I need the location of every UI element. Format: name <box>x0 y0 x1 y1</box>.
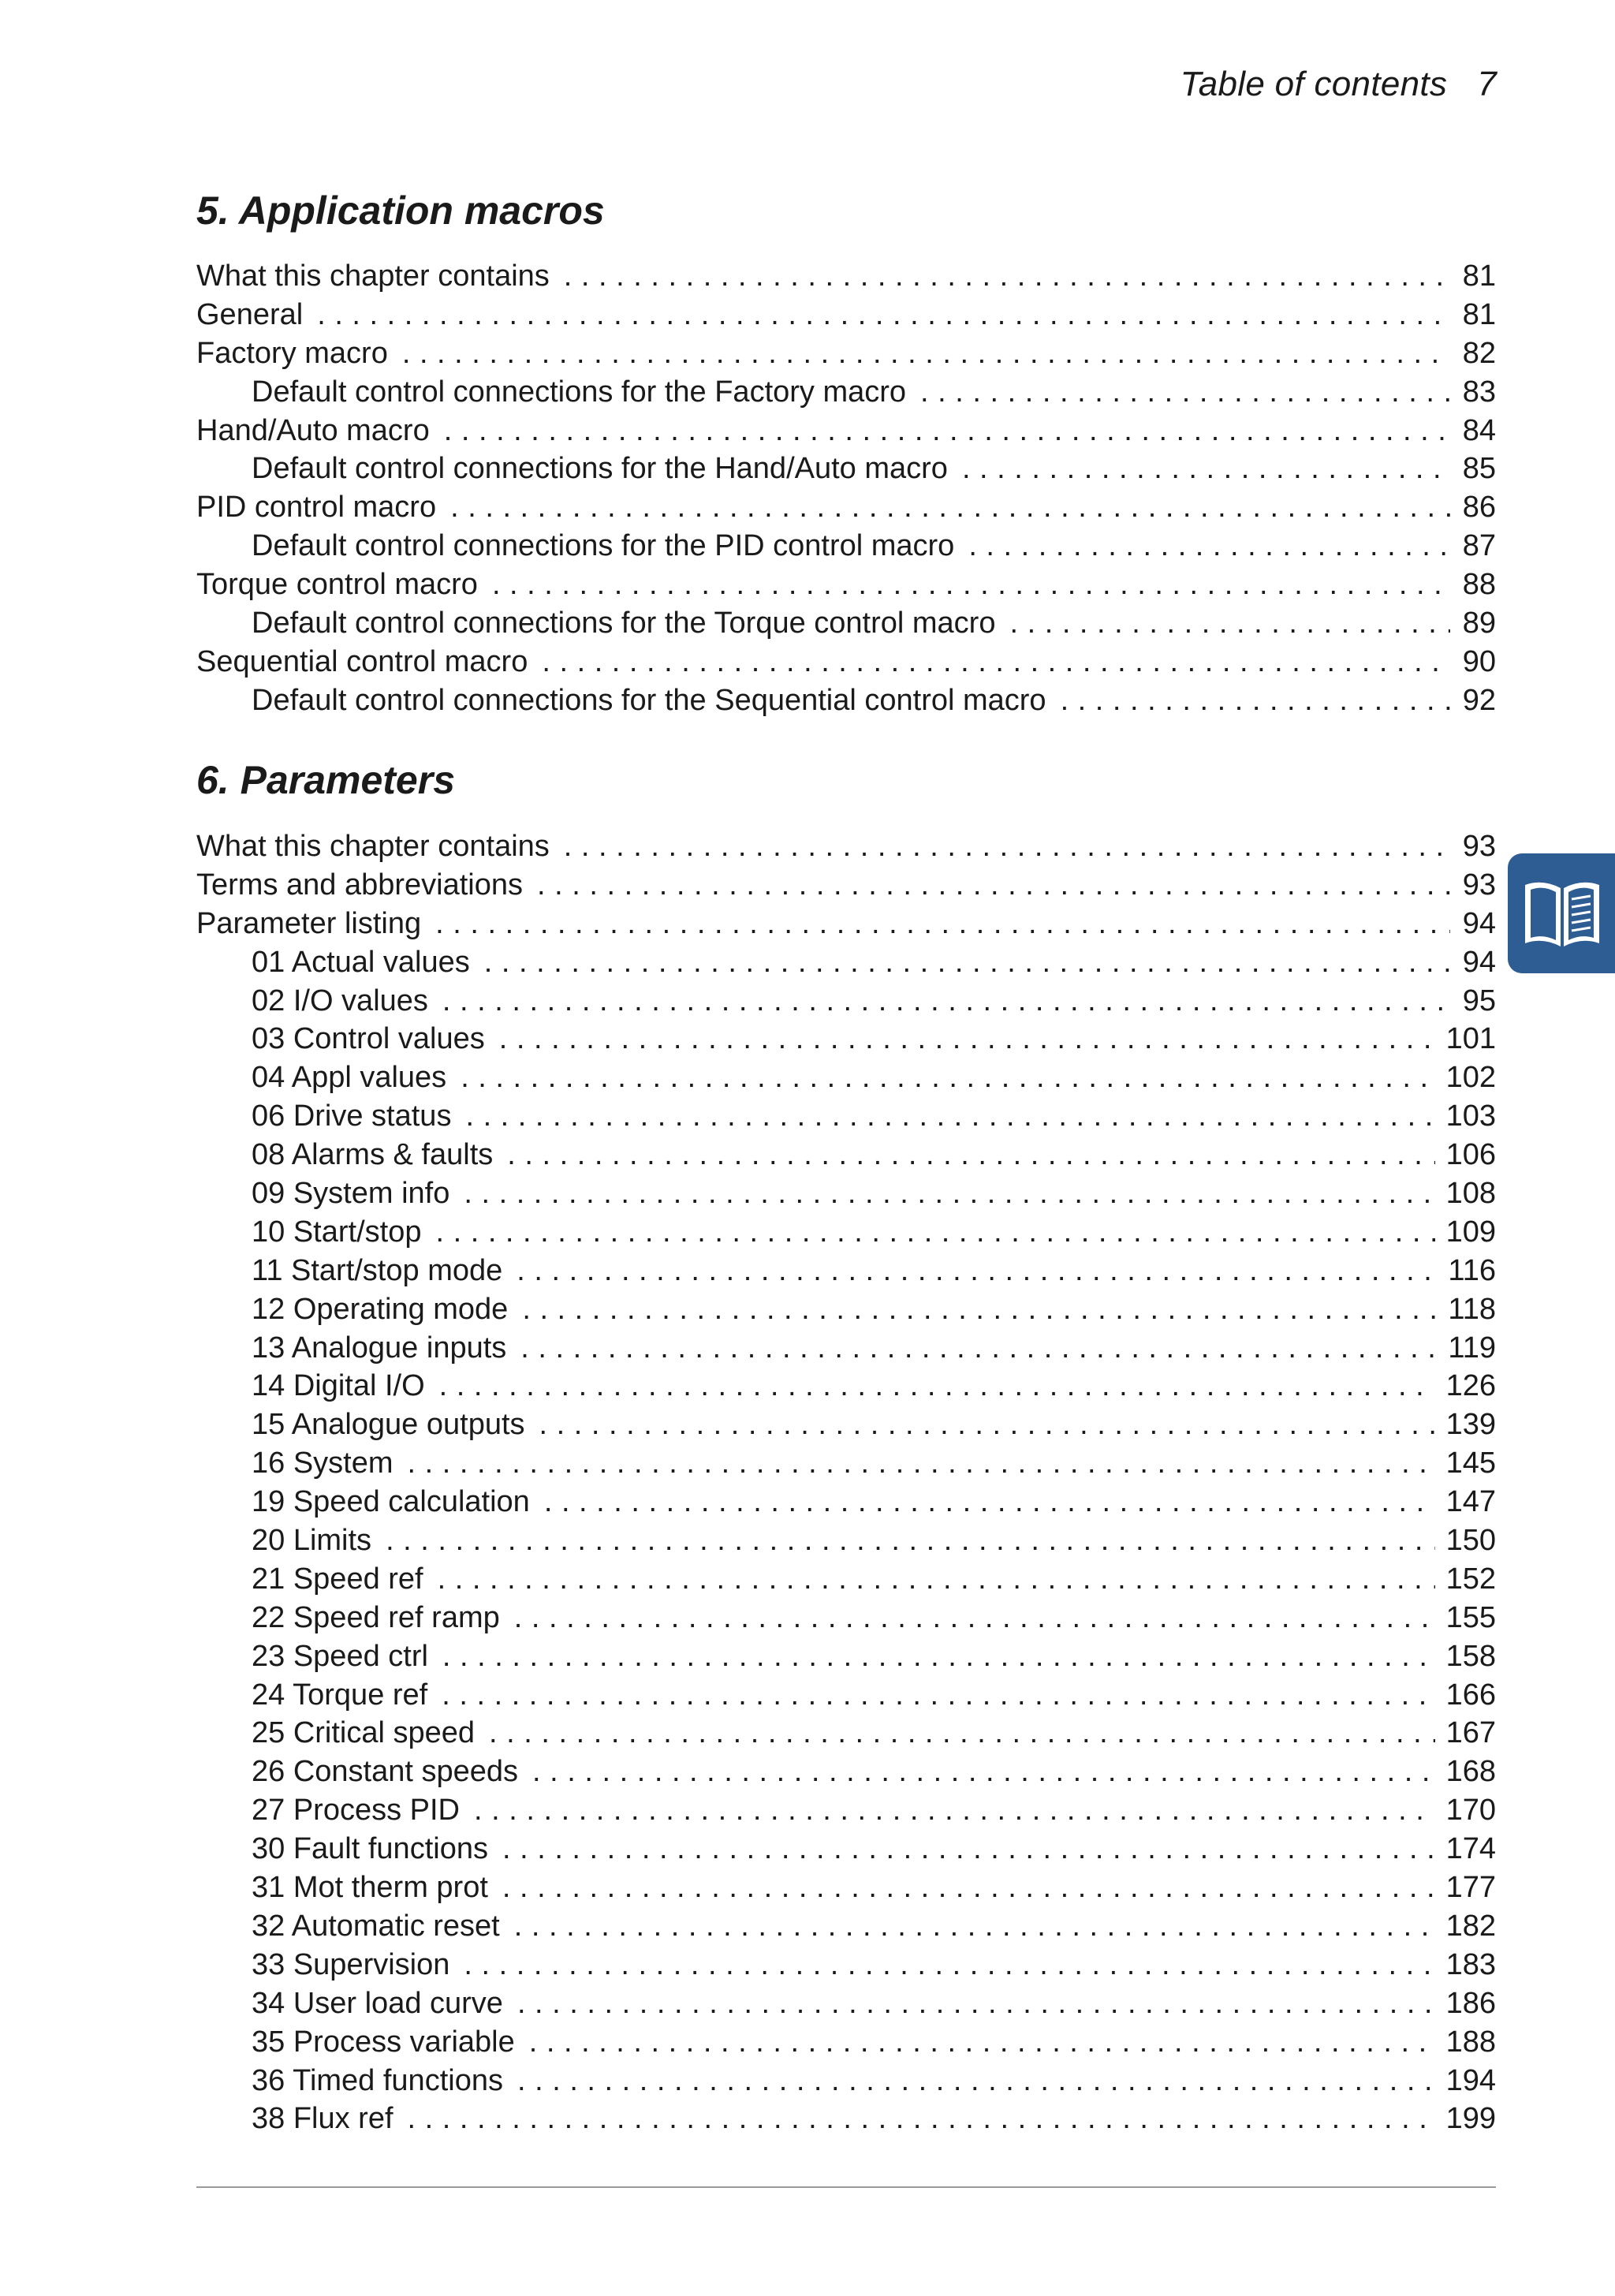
toc-entry-page-number: 188 <box>1445 2025 1496 2059</box>
toc-entry-page-number: 93 <box>1462 830 1496 863</box>
toc-entry-page-number: 152 <box>1445 1562 1496 1596</box>
toc-dot-leader <box>465 1097 1434 1136</box>
toc-entry-page-number: 182 <box>1445 1909 1496 1943</box>
toc-entry-title: 10 Start/stop <box>252 1215 422 1249</box>
toc-entry[interactable] <box>196 1367 1496 1406</box>
toc-dot-leader <box>461 1058 1434 1097</box>
toc-entry-page-number: 106 <box>1445 1138 1496 1172</box>
toc-entry-title: 06 Drive status <box>252 1099 452 1133</box>
book-icon <box>1519 874 1606 953</box>
toc-entry-title: 11 Start/stop mode <box>252 1253 503 1287</box>
toc-entry[interactable] <box>196 1406 1496 1444</box>
toc-entry-title: 02 I/O values <box>252 984 428 1017</box>
toc-dot-leader <box>464 1174 1434 1213</box>
toc-entry-page-number: 94 <box>1462 945 1496 979</box>
toc-entry[interactable] <box>196 943 1496 982</box>
toc-entry-page-number: 166 <box>1445 1678 1496 1712</box>
toc-dot-leader <box>564 257 1450 296</box>
toc-dot-leader <box>542 643 1450 681</box>
toc-dot-leader <box>464 1946 1434 1984</box>
toc-dot-leader <box>529 2023 1435 2062</box>
toc-entry-title: Parameter listing <box>196 906 422 940</box>
toc-entry[interactable] <box>196 1136 1496 1174</box>
toc-entry-title: 22 Speed ref ramp <box>252 1600 500 1634</box>
toc-entry-page-number: 89 <box>1462 607 1496 640</box>
toc-entry[interactable] <box>196 488 1496 527</box>
toc-entry[interactable] <box>196 1058 1496 1097</box>
toc-entry[interactable] <box>196 1560 1496 1599</box>
toc-entry[interactable] <box>196 2023 1496 2062</box>
toc-dot-leader <box>450 488 1450 527</box>
toc-entry-page-number: 126 <box>1445 1369 1496 1403</box>
toc-entry-page-number: 83 <box>1462 375 1496 409</box>
toc-entry-page-number: 109 <box>1445 1215 1496 1249</box>
toc-entry-page-number: 90 <box>1462 644 1496 678</box>
toc-dot-leader <box>442 982 1450 1021</box>
toc-entry-title: What this chapter contains <box>196 259 550 293</box>
toc-entry[interactable] <box>196 412 1496 450</box>
toc-entry-title: 24 Torque ref <box>252 1678 428 1712</box>
toc-entry-title: 16 System <box>252 1447 393 1480</box>
toc-dot-leader <box>517 1252 1437 1290</box>
toc-dot-leader <box>435 1213 1434 1252</box>
toc-entry-title: 35 Process variable <box>252 2025 515 2059</box>
toc-entry-title: Factory macro <box>196 336 388 370</box>
toc-entry-page-number: 177 <box>1445 1871 1496 1905</box>
toc-entry-title: 03 Control values <box>252 1022 485 1056</box>
toc-entry[interactable] <box>196 604 1496 643</box>
toc-entry-page-number: 168 <box>1445 1755 1496 1789</box>
toc-dot-leader <box>386 1521 1435 1560</box>
toc-entry-title: 33 Supervision <box>252 1947 450 1981</box>
toc-entry-title: 04 Appl values <box>252 1061 447 1095</box>
toc-entry-title: 08 Alarms & faults <box>252 1138 494 1172</box>
toc-entry-page-number: 147 <box>1445 1485 1496 1519</box>
toc-entry-page-number: 81 <box>1462 297 1496 331</box>
toc-dot-leader <box>442 1676 1434 1715</box>
toc-dot-leader <box>532 1753 1435 1791</box>
toc-entry-title: 26 Constant speeds <box>252 1755 519 1789</box>
toc-entry-title: 12 Operating mode <box>252 1292 509 1326</box>
toc-entry-page-number: 186 <box>1445 1986 1496 2020</box>
toc-entry[interactable] <box>196 1830 1496 1869</box>
toc-entry-title: 14 Digital I/O <box>252 1369 425 1403</box>
toc-entry[interactable] <box>196 527 1496 566</box>
toc-dot-leader <box>517 2062 1435 2100</box>
toc-entry-page-number: 84 <box>1462 413 1496 447</box>
toc-entry-page-number: 118 <box>1448 1292 1496 1326</box>
toc-entry-title: Default control connections for the Sequential control macro <box>252 683 1046 717</box>
header-title: Table of contents <box>1180 65 1448 103</box>
toc-entry[interactable] <box>196 1252 1496 1290</box>
toc-entry-title: What this chapter contains <box>196 830 550 863</box>
toc-entry[interactable] <box>196 1290 1496 1329</box>
toc-entry-page-number: 167 <box>1445 1716 1496 1750</box>
toc-entry-title: 31 Mot therm prot <box>252 1871 488 1905</box>
toc-entry[interactable] <box>196 1791 1496 1830</box>
running-header <box>1180 65 1497 104</box>
toc-entry[interactable] <box>196 1676 1496 1715</box>
toc-entry[interactable] <box>196 2062 1496 2100</box>
toc-entry[interactable] <box>196 1020 1496 1058</box>
toc-entry[interactable] <box>196 1097 1496 1136</box>
toc-entry-title: 30 Fault functions <box>252 1832 488 1866</box>
toc-entry[interactable] <box>196 373 1496 412</box>
toc-dot-leader <box>438 1560 1435 1599</box>
toc-dot-leader <box>514 1907 1435 1946</box>
toc-entry-page-number: 102 <box>1445 1061 1496 1095</box>
toc-entry[interactable] <box>196 982 1496 1021</box>
toc-entry-page-number: 194 <box>1445 2063 1496 2097</box>
toc-entry-page-number: 88 <box>1462 568 1496 602</box>
section-heading-application-macros: 5. Application macros <box>196 189 605 233</box>
section-heading-parameters: 6. Parameters <box>196 758 456 802</box>
header-page-number: 7 <box>1477 65 1497 103</box>
toc-dot-leader <box>489 1714 1435 1753</box>
toc-dot-leader <box>484 943 1450 982</box>
toc-entry-page-number: 174 <box>1445 1832 1496 1866</box>
toc-entry-title: 32 Automatic reset <box>252 1909 500 1943</box>
toc-dot-leader <box>317 296 1450 334</box>
toc-entry[interactable] <box>196 566 1496 604</box>
toc-dot-leader <box>502 1830 1435 1869</box>
toc-entry-title: Default control connections for the PID control macro <box>252 529 955 563</box>
toc-entry-title: Default control connections for the Hand/Auto macro <box>252 452 948 486</box>
toc-dot-leader <box>539 1406 1435 1444</box>
toc-entry[interactable] <box>196 450 1496 488</box>
toc-entry-page-number: 139 <box>1445 1408 1496 1442</box>
toc-entry-title: 25 Critical speed <box>252 1716 476 1750</box>
toc-entry-page-number: 108 <box>1445 1177 1496 1211</box>
toc-entry[interactable] <box>196 1753 1496 1791</box>
toc-entry-title: 13 Analogue inputs <box>252 1331 507 1365</box>
toc-dot-leader <box>537 866 1450 905</box>
toc-entry-page-number: 199 <box>1445 2102 1496 2136</box>
toc-dot-leader <box>474 1791 1435 1830</box>
footer-rule <box>196 2186 1496 2188</box>
toc-entry-title: Default control connections for the Torque control macro <box>252 607 996 640</box>
toc-dot-leader <box>514 1599 1435 1637</box>
toc-entry-title: 20 Limits <box>252 1524 372 1558</box>
toc-entry[interactable] <box>196 866 1496 905</box>
toc-entry-title: Torque control macro <box>196 568 478 602</box>
toc-dot-leader <box>522 1290 1437 1329</box>
toc-entry-title: 27 Process PID <box>252 1794 460 1827</box>
toc-entry[interactable] <box>196 905 1496 943</box>
toc-entry-title: 01 Actual values <box>252 945 470 979</box>
toc-entry-page-number: 119 <box>1448 1331 1496 1365</box>
toc-entry-page-number: 145 <box>1445 1447 1496 1480</box>
toc-dot-leader <box>1009 604 1450 643</box>
toc-dot-leader <box>544 1483 1435 1521</box>
toc-dot-leader <box>962 450 1450 488</box>
toc-entry[interactable] <box>196 1599 1496 1637</box>
toc-entry[interactable] <box>196 1329 1496 1368</box>
toc-entry-title: 21 Speed ref <box>252 1562 423 1596</box>
toc-entry-title: General <box>196 297 304 331</box>
toc-entry[interactable] <box>196 1714 1496 1753</box>
toc-entry-page-number: 155 <box>1445 1600 1496 1634</box>
toc-entry-page-number: 95 <box>1462 984 1496 1017</box>
toc-entry-title: 19 Speed calculation <box>252 1485 530 1519</box>
toc-entry[interactable] <box>196 1984 1496 2023</box>
toc-dot-leader <box>499 1020 1435 1058</box>
toc-dot-leader <box>492 566 1450 604</box>
toc-list-parameters <box>196 827 1496 2138</box>
toc-dot-leader <box>408 2100 1435 2138</box>
toc-entry-page-number: 183 <box>1445 1947 1496 1981</box>
toc-entry-title: Default control connections for the Factory macro <box>252 375 907 409</box>
chapter-side-tab[interactable] <box>1508 853 1615 973</box>
toc-entry[interactable] <box>196 1907 1496 1946</box>
toc-entry[interactable] <box>196 681 1496 720</box>
toc-entry[interactable] <box>196 334 1496 373</box>
toc-dot-leader <box>439 1367 1435 1406</box>
toc-entry[interactable] <box>196 1174 1496 1213</box>
toc-entry-title: 36 Timed functions <box>252 2063 503 2097</box>
toc-dot-leader <box>444 412 1450 450</box>
toc-dot-leader <box>517 1984 1435 2023</box>
toc-list-application-macros <box>196 257 1496 720</box>
toc-entry-page-number: 103 <box>1445 1099 1496 1133</box>
toc-entry[interactable] <box>196 1213 1496 1252</box>
toc-entry-page-number: 150 <box>1445 1524 1496 1558</box>
toc-entry[interactable] <box>196 643 1496 681</box>
toc-dot-leader <box>402 334 1450 373</box>
toc-dot-leader <box>408 1444 1435 1483</box>
toc-entry-page-number: 86 <box>1462 491 1496 525</box>
toc-dot-leader <box>442 1637 1435 1676</box>
toc-entry-title: Sequential control macro <box>196 644 528 678</box>
toc-entry-page-number: 82 <box>1462 336 1496 370</box>
toc-entry-page-number: 93 <box>1462 868 1496 902</box>
toc-dot-leader <box>1061 681 1450 720</box>
toc-entry[interactable] <box>196 827 1496 866</box>
toc-entry-page-number: 94 <box>1462 906 1496 940</box>
toc-dot-leader <box>507 1136 1434 1174</box>
toc-entry-title: 09 System info <box>252 1177 450 1211</box>
toc-dot-leader <box>520 1329 1437 1368</box>
toc-entry[interactable] <box>196 257 1496 296</box>
toc-entry[interactable] <box>196 1483 1496 1521</box>
toc-dot-leader <box>920 373 1450 412</box>
toc-entry-page-number: 81 <box>1462 259 1496 293</box>
toc-entry-title: 34 User load curve <box>252 1986 503 2020</box>
toc-entry-title: 23 Speed ctrl <box>252 1639 428 1673</box>
toc-entry-page-number: 92 <box>1462 683 1496 717</box>
toc-dot-leader <box>502 1869 1435 1907</box>
toc-entry[interactable] <box>196 2100 1496 2138</box>
toc-entry[interactable] <box>196 1521 1496 1560</box>
toc-entry[interactable] <box>196 296 1496 334</box>
toc-entry[interactable] <box>196 1637 1496 1676</box>
toc-entry-page-number: 158 <box>1445 1639 1496 1673</box>
toc-entry-page-number: 116 <box>1448 1253 1496 1287</box>
toc-entry[interactable] <box>196 1869 1496 1907</box>
toc-dot-leader <box>564 827 1450 866</box>
toc-entry-page-number: 170 <box>1445 1794 1496 1827</box>
toc-dot-leader <box>435 905 1450 943</box>
toc-entry-title: 38 Flux ref <box>252 2102 393 2136</box>
toc-entry-title: Hand/Auto macro <box>196 413 430 447</box>
toc-entry-title: 15 Analogue outputs <box>252 1408 525 1442</box>
toc-entry-page-number: 101 <box>1445 1022 1496 1056</box>
toc-dot-leader <box>968 527 1450 566</box>
toc-entry-page-number: 85 <box>1462 452 1496 486</box>
toc-entry-page-number: 87 <box>1462 529 1496 563</box>
toc-entry-title: PID control macro <box>196 491 437 525</box>
toc-entry-title: Terms and abbreviations <box>196 868 523 902</box>
toc-entry[interactable] <box>196 1946 1496 1984</box>
toc-entry[interactable] <box>196 1444 1496 1483</box>
